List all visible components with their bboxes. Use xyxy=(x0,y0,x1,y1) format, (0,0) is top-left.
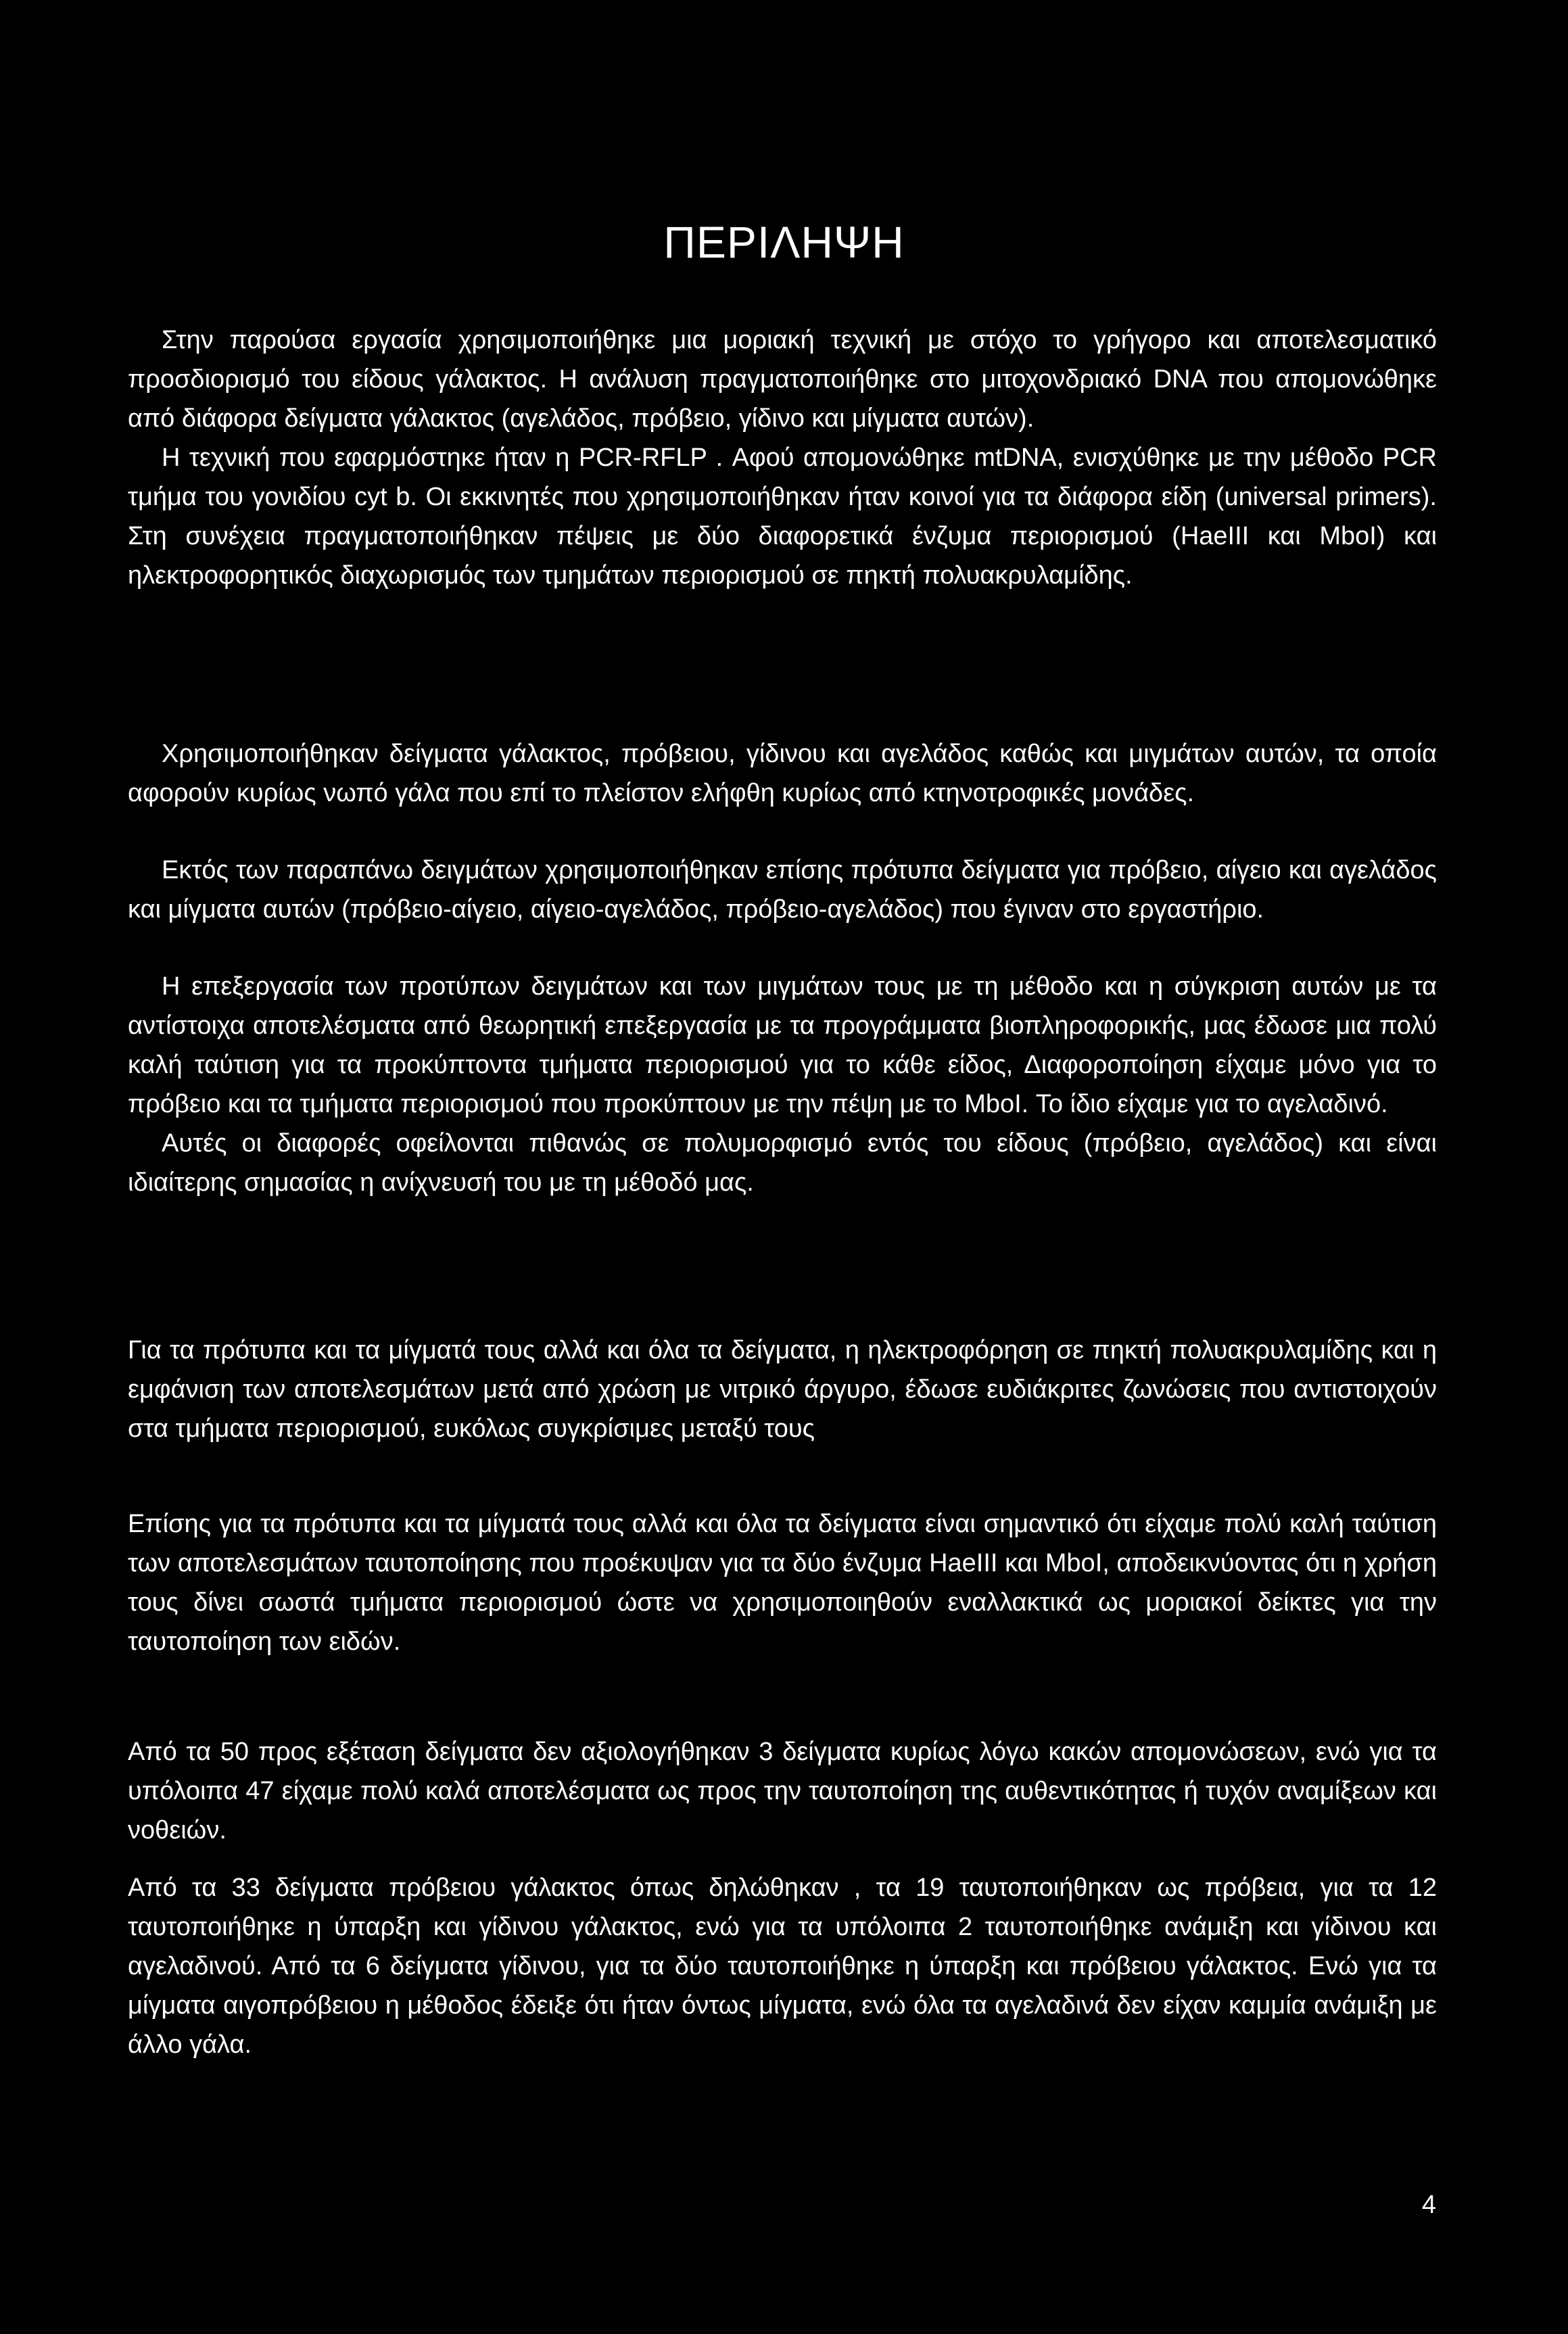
paragraph-processing: Η επεξεργασία των προτύπων δειγμάτων και των μιγμάτων τους με τη μέθοδο και η σύγκριση αυτών με τα αντίστοιχα αποτελέσματα από θεωρητική επεξεργασία με τα προγράμματα βιοπληροφορικής, μας έδωσε μια πολύ καλή ταύτιση για τα προκύπτοντα τμήματα περιορισμού για το κάθε είδος, Διαφοροποίηση είχαμε μόνο για το πρόβειο και τα τμήματα περιορισμού που προκύπτουν με την πέψη με το MboI. Το ίδιο είχαμε για το αγελαδινό. xyxy=(128,972,1437,1118)
paragraph-intro: Στην παρούσα εργασία χρησιμοποιήθηκε μια μοριακή τεχνική με στόχο το γρήγορο και αποτελεσματικό προσδιορισμό του είδους γάλακτος. Η ανάλυση πραγματοποιήθηκε στο μιτοχονδριακό DNA που απομονώθηκε από διάφορα δείγματα γάλακτος (αγελάδος, πρόβειο, γίδινο και μίγματα αυτών). xyxy=(128,326,1437,433)
paragraph-sample-results: Από τα 50 προς εξέταση δείγματα δεν αξιολογήθηκαν 3 δείγματα κυρίως λόγω κακών απομονώσεων, ενώ για τα υπόλοιπα 47 είχαμε πολύ καλά αποτελέσματα ως προς την ταυτοποίηση της αυθεντικότητας ή τυχόν αναμίξεων και νοθειών. xyxy=(128,1738,1437,1844)
abstract-block-7 xyxy=(128,1732,1437,1850)
paragraph-differences: Αυτές οι διαφορές οφείλονται πιθανώς σε πολυμορφισμό εντός του είδους (πρόβειο, αγελάδος) και είναι ιδιαίτερης σημασίας η ανίχνευσή του με τη μέθοδό μας. xyxy=(128,1129,1437,1197)
abstract-block-4 xyxy=(128,967,1437,1202)
paragraph-standards: Εκτός των παραπάνω δειγμάτων χρησιμοποιήθηκαν επίσης πρότυπα δείγματα για πρόβειο, αίγειο και αγελάδος και μίγματα αυτών (πρόβειο-αίγειο, αίγειο-αγελάδος, πρόβειο-αγελάδος) που έγιναν στο εργαστήριο. xyxy=(128,856,1437,924)
abstract-block-1 xyxy=(128,320,1437,595)
page-number: 4 xyxy=(1421,2191,1436,2219)
abstract-block-6 xyxy=(128,1504,1437,1661)
paragraph-samples: Χρησιμοποιήθηκαν δείγματα γάλακτος, πρόβειου, γίδινου και αγελάδος καθώς και μιγμάτων αυτών, τα οποία αφορούν κυρίως νωπό γάλα που επί το πλείστον ελήφθη κυρίως από κτηνοτροφικές μονάδες. xyxy=(128,740,1437,807)
paragraph-electrophoresis: Για τα πρότυπα και τα μίγματά τους αλλά και όλα τα δείγματα, η ηλεκτροφόρηση σε πηκτή πολυακρυλαμίδης και η εμφάνιση των αποτελεσμάτων μετά από χρώση με νιτρικό άργυρο, έδωσε ευδιάκριτες ζωνώσεις που αντιστοιχούν στα τμήματα περιορισμού, ευκόλως συγκρίσιμες μεταξύ τους xyxy=(128,1336,1437,1443)
paragraph-enzymes: Επίσης για τα πρότυπα και τα μίγματά τους αλλά και όλα τα δείγματα είναι σημαντικό ότι είχαμε πολύ καλή ταύτιση των αποτελεσμάτων ταυτοποίησης που προέκυψαν για τα δύο ένζυμα HaeIII και MboI, αποδεικνύοντας ότι η χρήση τους δίνει σωστά τμήματα περιορισμού ώστε να χρησιμοποιηθούν εναλλακτικά ως μοριακοί δείκτες για την ταυτοποίηση των ειδών. xyxy=(128,1510,1437,1656)
abstract-block-2 xyxy=(128,734,1437,813)
page-title: ΠΕΡΙΛΗΨΗ xyxy=(663,217,905,267)
paragraph-sheep-goat-results: Από τα 33 δείγματα πρόβειου γάλακτος όπως δηλώθηκαν , τα 19 ταυτοποιήθηκαν ως πρόβεια, για τα 12 ταυτοποιήθηκε η ύπαρξη και γίδινου γάλακτος, ενώ για τα υπόλοιπα 2 ταυτοποιήθηκε ανάμιξη και γίδινου και αγελαδινού. Από τα 6 δείγματα γίδινου, για τα δύο ταυτοποιήθηκε η ύπαρξη και πρόβειου γάλακτος. Ενώ για τα μίγματα αιγοπρόβειου η μέθοδος έδειξε ότι ήταν όντως μίγματα, ενώ όλα τα αγελαδινά δεν είχαν καμμία ανάμιξη με άλλο γάλα. xyxy=(128,1874,1437,2059)
paragraph-method: Η τεχνική που εφαρμόστηκε ήταν η PCR-RFLP . Αφού απομονώθηκε mtDNA, ενισχύθηκε με την μέθοδο PCR τμήμα του γονιδίου cyt b. Οι εκκινητές που χρησιμοποιήθηκαν ήταν κοινοί για τα διάφορα είδη (universal primers). Στη συνέχεια πραγματοποιήθηκαν πέψεις με δύο διαφορετικά ένζυμα περιορισμού (HaeIII και MboI) και ηλεκτροφορητικός διαχωρισμός των τμημάτων περιορισμού σε πηκτή πολυακρυλαμίδης. xyxy=(128,444,1437,590)
abstract-block-8 xyxy=(128,1868,1437,2064)
abstract-block-5 xyxy=(128,1331,1437,1448)
abstract-block-3 xyxy=(128,851,1437,929)
